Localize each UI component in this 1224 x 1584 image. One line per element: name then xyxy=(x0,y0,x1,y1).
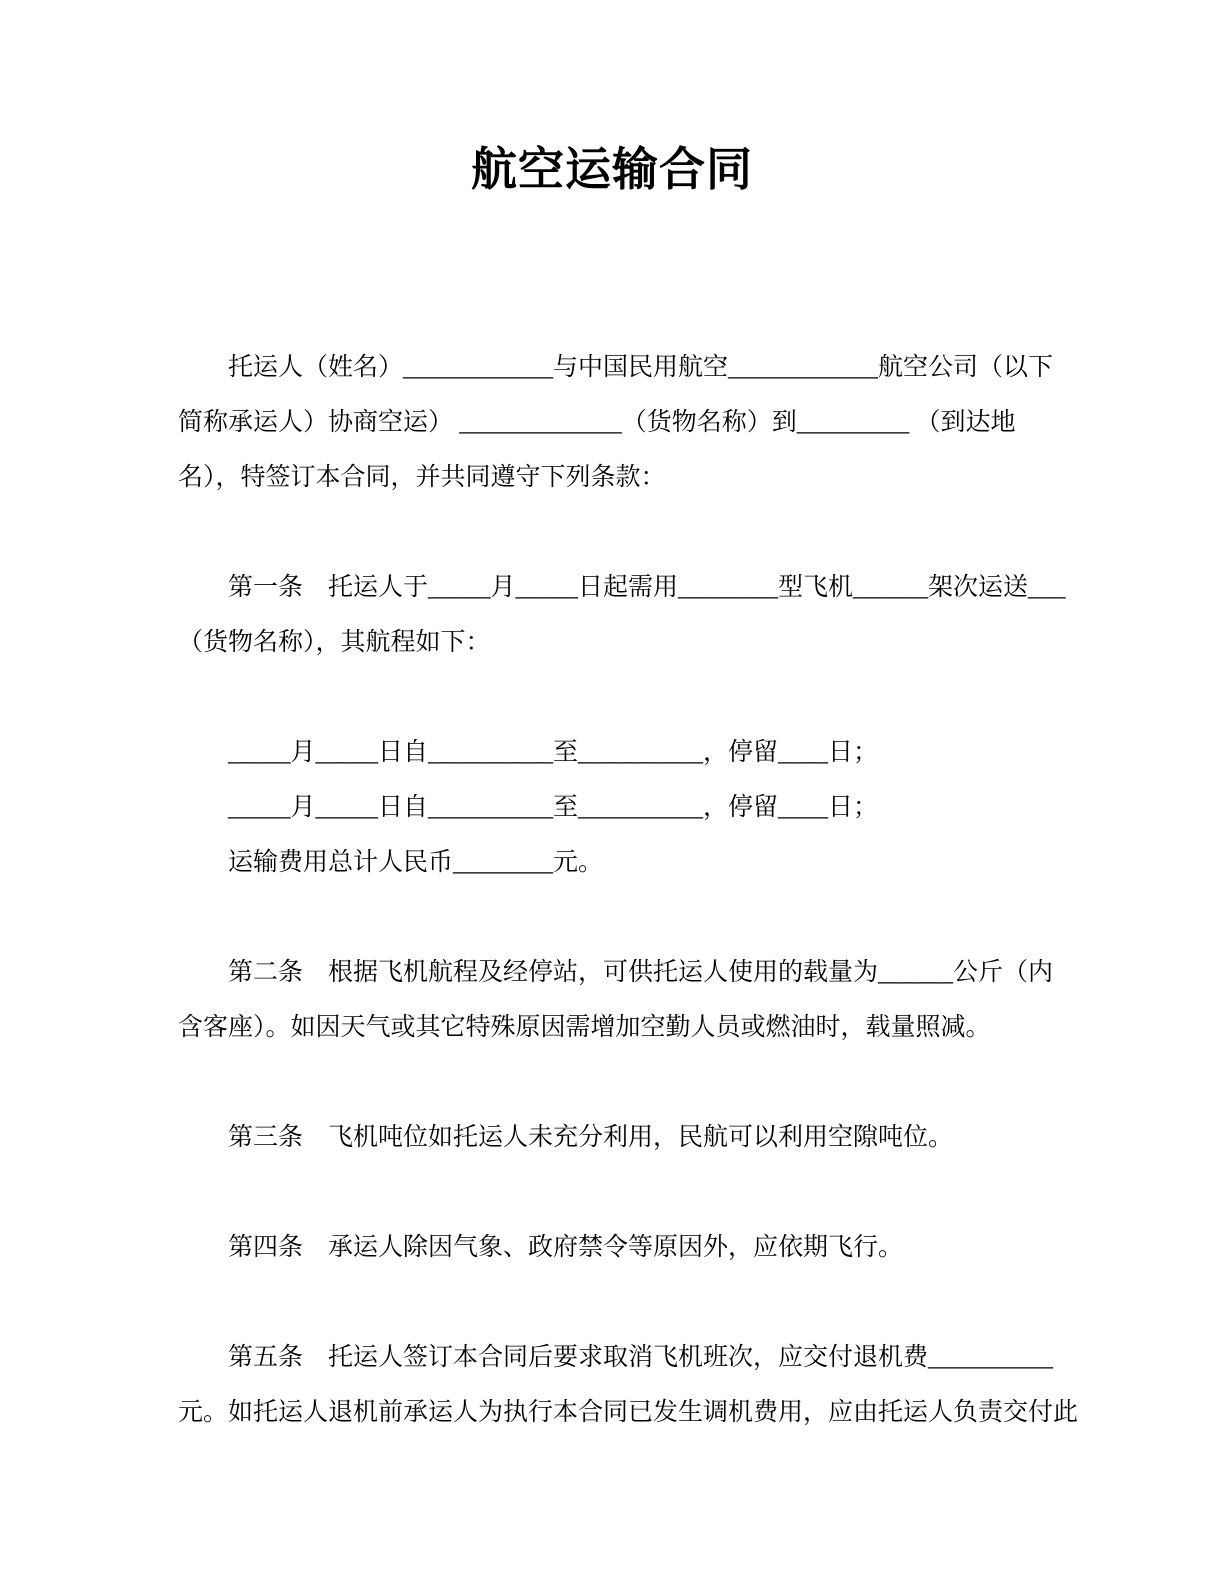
text-line: 托运人（姓名）____________与中国民用航空____________航空公司（以下 xyxy=(228,354,1054,381)
text-line: 名），特签订本合同，并共同遵守下列条款： xyxy=(178,464,666,491)
document-title: 航空运输合同 xyxy=(471,143,753,195)
schedule-line: _____月_____日自__________至__________，停留____日； xyxy=(228,794,879,821)
paragraph-article-5 xyxy=(178,1330,1079,1440)
text-line: 第四条 承运人除因气象、政府禁令等原因外，应依期飞行。 xyxy=(228,1234,904,1261)
text-line: （货物名称），其航程如下： xyxy=(178,629,491,656)
text-line: 含客座）。如因天气或其它特殊原因需增加空勤人员或燃油时，载量照减。 xyxy=(178,1014,991,1041)
paragraph-article-3 xyxy=(178,1110,1046,1165)
freight-cost-line: 运输费用总计人民币________元。 xyxy=(228,849,604,876)
document-body xyxy=(178,340,1079,1440)
text-line: 第二条 根据飞机航程及经停站，可供托运人使用的载量为______公斤（内 xyxy=(228,959,1054,986)
schedule-line: _____月_____日自__________至__________，停留____日； xyxy=(228,739,879,766)
paragraph-article-4 xyxy=(178,1220,1046,1275)
text-line: 简称承运人）协商空运） _____________（货物名称）到_________ （到达地 xyxy=(178,409,1016,436)
text-line: 第三条 飞机吨位如托运人未充分利用，民航可以利用空隙吨位。 xyxy=(228,1124,954,1151)
text-line: 元。如托运人退机前承运人为执行本合同已发生调机费用，应由托运人负责交付此 xyxy=(178,1399,1079,1426)
paragraph-article-1 xyxy=(178,560,1066,670)
text-line: 第五条 托运人签订本合同后要求取消飞机班次，应交付退机费__________ xyxy=(228,1344,1054,1371)
paragraph-flight-schedule xyxy=(178,725,1046,890)
text-line: 第一条 托运人于_____月_____日起需用________型飞机______架次运送___ xyxy=(228,574,1066,601)
paragraph-article-2 xyxy=(178,945,1054,1055)
paragraph-intro xyxy=(178,340,1054,505)
